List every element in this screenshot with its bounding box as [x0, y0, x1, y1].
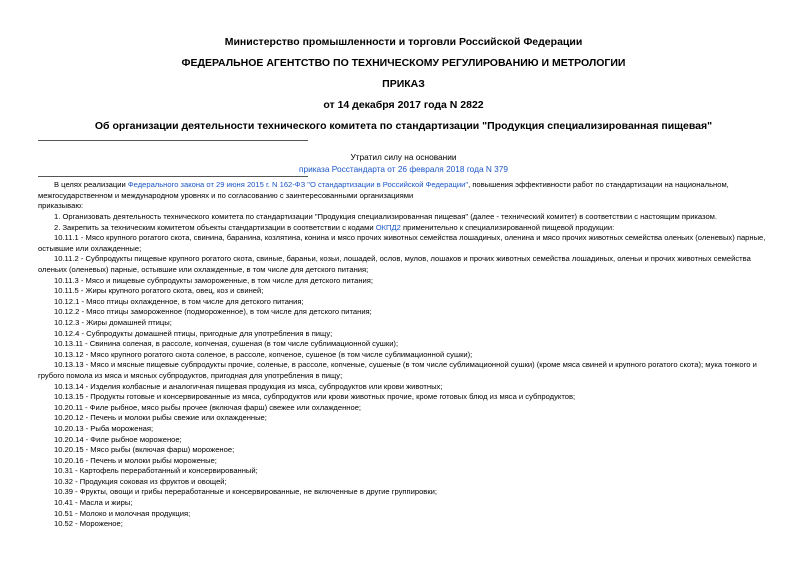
- list-item: 10.13.14 - Изделия колбасные и аналогичная пищевая продукция из мяса, субпродуктов или крови животных;: [54, 382, 443, 391]
- doc-type: ПРИКАЗ: [382, 78, 425, 90]
- list-item: 10.13.11 - Свинина соленая, в рассоле, копченая, сушеная (в том числе сублимационной сушки);: [54, 339, 399, 348]
- list-item: 10.20.15 - Мясо рыбы (включая фарш) мороженое;: [54, 445, 235, 454]
- clause-2: [54, 223, 773, 234]
- list-item: 10.20.12 - Печень и молоки рыбы свежие или охлажденные;: [54, 413, 267, 422]
- status-note-line: Утратил силу на основании: [350, 152, 457, 162]
- agency-heading: ФЕДЕРАЛЬНОЕ АГЕНТСТВО ПО ТЕХНИЧЕСКОМУ РЕГУЛИРОВАНИЮ И МЕТРОЛОГИИ: [181, 57, 626, 69]
- list-item: 10.12.1 - Мясо птицы охлажденное, в том числе для детского питания;: [54, 297, 304, 306]
- divider: [38, 140, 308, 141]
- list-item: 10.31 - Картофель переработанный и консервированный;: [54, 466, 258, 475]
- status-note-link-row: [0, 164, 807, 174]
- federal-law-link[interactable]: Федерального закона от 29 июня 2015 г. N 162-ФЗ "О стандартизации в Российской Федерации": [127, 180, 469, 189]
- divider: [38, 176, 308, 177]
- list-item: 10.41 - Масла и жиры;: [54, 498, 133, 507]
- list-item: 10.12.3 - Жиры домашней птицы;: [54, 318, 172, 327]
- list-item: 10.13.13 - Мясо и мясные пищевые субпродукты прочие, соленые, в рассоле, копченые, сушеные (в том числе сублимационной сушки) (кроме мяса свиней и крупного рогатого скота); мука тонкого и грубого помола из мяса и мясных субпродуктов, пригодная для употребления в пищу;: [38, 360, 757, 380]
- list-item: 10.20.14 - Филе рыбное мороженое;: [54, 435, 182, 444]
- list-item: 10.12.4 - Субпродукты домашней птицы, пригодные для употребления в пищу;: [54, 329, 333, 338]
- clause-2-text-cont: применительно к специализированной пищевой продукции:: [400, 223, 615, 232]
- list-item: 10.52 - Мороженое;: [54, 519, 123, 528]
- list-item: 10.51 - Молоко и молочная продукция;: [54, 509, 191, 518]
- preamble-text-cont: , повышения эффективности работ по стандартизации на национальном, межгосударственном и международном уровнях и по согласованию с заинтересованными организациями: [38, 180, 729, 200]
- list-item: 10.13.12 - Мясо крупного рогатого скота соленое, в рассоле, копченое, сушеное (в том числе сублимационной сушки);: [54, 350, 473, 359]
- list-item: 10.11.5 - Жиры крупного рогатого скота, овец, коз и свиней;: [54, 286, 264, 295]
- list-item: 10.20.13 - Рыба мороженая;: [54, 424, 154, 433]
- list-item: 10.11.1 - Мясо крупного рогатого скота, свинина, баранина, козлятина, конина и мясо прочих животных семейства лошадиных, оленина и мясо прочих животных семейства оленьих (оленевых) парные, остывшие или охлажденные;: [38, 233, 766, 253]
- list-item: 10.12.2 - Мясо птицы замороженное (подмороженное), в том числе для детского питания;: [54, 307, 372, 316]
- document-title: Об организации деятельности технического комитета по стандартизации "Продукция специализированная пищевая": [94, 120, 713, 132]
- list-item: 10.20.11 - Филе рыбное, мясо рыбы прочее (включая фарш) свежее или охлажденное;: [54, 403, 362, 412]
- ministry-heading: Министерство промышленности и торговли Российской Федерации: [224, 36, 583, 48]
- clause-1: 1. Организовать деятельность технического комитета по стандартизации "Продукция специализированная пищевая" (далее - технический комитет) в соответствии с настоящим приказом.: [54, 212, 718, 221]
- order-word: приказываю:: [38, 201, 84, 210]
- repeal-order-link[interactable]: приказа Росстандарта от 26 февраля 2018 года N 379: [298, 164, 509, 174]
- date-number: от 14 декабря 2017 года N 2822: [323, 99, 484, 111]
- list-item: 10.32 - Продукция соковая из фруктов и овощей;: [54, 477, 227, 486]
- list-item: 10.13.15 - Продукты готовые и консервированные из мяса, субпродуктов или крови животных прочие, кроме готовых блюд из мяса и субпродуктов;: [54, 392, 576, 401]
- preamble-text: В целях реализации: [54, 180, 128, 189]
- list-item: 10.39 - Фрукты, овощи и грибы переработанные и консервированные, не включенные в другие группировки;: [54, 487, 438, 496]
- list-item: 10.11.2 - Субпродукты пищевые крупного рогатого скота, свиные, бараньи, козьи, лошадей, ослов, мулов, лошаков и прочих животных семейства лошадиных, оленьи и прочих животных семейства оленьих (оленевых) парные, остывшие или охлажденные, в том числе для детского питания;: [38, 254, 751, 274]
- okpd2-link[interactable]: ОКПД2: [375, 223, 401, 232]
- list-item: 10.20.16 - Печень и молоки рыбы мороженые;: [54, 456, 217, 465]
- list-item: 10.11.3 - Мясо и пищевые субпродукты замороженные, в том числе для детского питания;: [54, 276, 374, 285]
- preamble-paragraph: [38, 180, 773, 201]
- clause-2-text: 2. Закрепить за техническим комитетом объекты стандартизации в соответствии с кодами: [54, 223, 376, 232]
